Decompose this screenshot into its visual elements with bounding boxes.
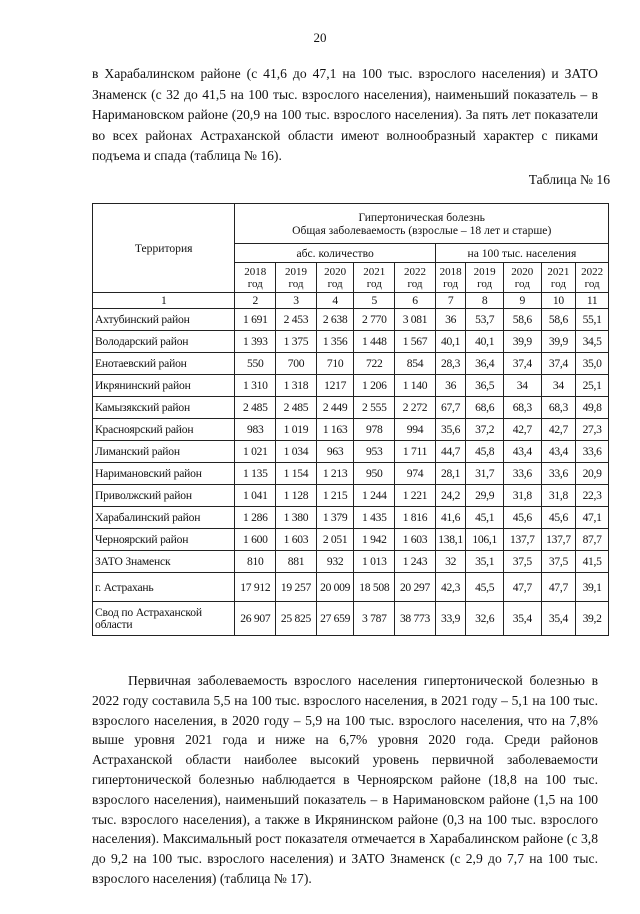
table-row (93, 375, 609, 397)
year-unit: год (477, 277, 493, 290)
rate-value-cell: 29,9 (466, 485, 504, 507)
column-index-cell: 1 (93, 293, 235, 309)
territory-cell: Володарский район (93, 331, 235, 353)
abs-value-cell: 1 603 (395, 529, 436, 551)
abs-value-cell: 1 041 (235, 485, 276, 507)
rate-value-cell: 22,3 (576, 485, 609, 507)
year-value: 2018 (244, 265, 267, 278)
abs-value-cell: 700 (276, 353, 317, 375)
abs-value-cell: 932 (316, 551, 354, 573)
territory-cell: Харабалинский район (93, 507, 235, 529)
rate-value-cell: 45,5 (466, 573, 504, 602)
abs-value-cell: 1 215 (316, 485, 354, 507)
abs-value-cell: 1 243 (395, 551, 436, 573)
year-value: 2021 (547, 265, 570, 278)
rate-value-cell: 25,1 (576, 375, 609, 397)
year-header-cell (276, 263, 317, 293)
table-row (93, 485, 609, 507)
rate-value-cell: 24,2 (435, 485, 466, 507)
table-row (93, 419, 609, 441)
abs-value-cell: 1 310 (235, 375, 276, 397)
year-value: 2020 (324, 265, 347, 278)
rate-value-cell: 33,6 (541, 463, 576, 485)
rate-value-cell: 35,1 (466, 551, 504, 573)
disease-header-line1: Гипертоническая болезнь (358, 210, 485, 224)
column-index-cell: 5 (354, 293, 395, 309)
abs-value-cell: 1 128 (276, 485, 317, 507)
rate-value-cell: 35,4 (541, 602, 576, 636)
table-row (93, 529, 609, 551)
abs-value-cell: 983 (235, 419, 276, 441)
year-header-cell (503, 263, 541, 293)
rate-value-cell: 31,7 (466, 463, 504, 485)
abs-value-cell: 810 (235, 551, 276, 573)
abs-value-cell: 550 (235, 353, 276, 375)
abs-value-cell: 2 485 (276, 397, 317, 419)
abs-count-header: абс. количество (235, 244, 435, 263)
rate-value-cell: 37,5 (541, 551, 576, 573)
rate-value-cell: 45,6 (503, 507, 541, 529)
rate-value-cell: 27,3 (576, 419, 609, 441)
rate-value-cell: 41,6 (435, 507, 466, 529)
abs-value-cell: 1 244 (354, 485, 395, 507)
year-header-cell (395, 263, 436, 293)
abs-value-cell: 2 051 (316, 529, 354, 551)
table-row (93, 573, 609, 602)
year-unit: год (514, 277, 530, 290)
column-index-cell: 2 (235, 293, 276, 309)
year-value: 2018 (439, 265, 462, 278)
table-caption: Таблица № 16 (528, 172, 610, 187)
abs-value-cell: 994 (395, 419, 436, 441)
rate-value-cell: 67,7 (435, 397, 466, 419)
rate-value-cell: 137,7 (503, 529, 541, 551)
rate-value-cell: 39,1 (576, 573, 609, 602)
column-index-cell: 7 (435, 293, 466, 309)
rate-value-cell: 45,6 (541, 507, 576, 529)
abs-value-cell: 1 034 (276, 441, 317, 463)
abs-value-cell: 1217 (316, 375, 354, 397)
abs-value-cell: 20 297 (395, 573, 436, 602)
territory-cell: Икрянинский район (93, 375, 235, 397)
abs-value-cell: 950 (354, 463, 395, 485)
rate-value-cell: 39,9 (541, 331, 576, 353)
abs-value-cell: 1 356 (316, 331, 354, 353)
rate-value-cell: 31,8 (541, 485, 576, 507)
rate-value-cell: 28,1 (435, 463, 466, 485)
abs-value-cell: 1 013 (354, 551, 395, 573)
abs-value-cell: 3 787 (354, 602, 395, 636)
abs-value-cell: 19 257 (276, 573, 317, 602)
rate-value-cell: 36,4 (466, 353, 504, 375)
abs-value-cell: 2 770 (354, 309, 395, 331)
column-index-cell: 3 (276, 293, 317, 309)
year-header-cell (354, 263, 395, 293)
abs-value-cell: 1 816 (395, 507, 436, 529)
abs-value-cell: 1 942 (354, 529, 395, 551)
rate-value-cell: 106,1 (466, 529, 504, 551)
rate-value-cell: 47,7 (541, 573, 576, 602)
abs-value-cell: 1 448 (354, 331, 395, 353)
rate-value-cell: 87,7 (576, 529, 609, 551)
abs-value-cell: 1 379 (316, 507, 354, 529)
rate-value-cell: 42,7 (503, 419, 541, 441)
rate-value-cell: 33,6 (503, 463, 541, 485)
year-unit: год (443, 277, 459, 290)
abs-value-cell: 1 691 (235, 309, 276, 331)
year-unit: год (584, 277, 600, 290)
abs-value-cell: 3 081 (395, 309, 436, 331)
abs-value-cell: 1 567 (395, 331, 436, 353)
abs-value-cell: 1 380 (276, 507, 317, 529)
rate-value-cell: 28,3 (435, 353, 466, 375)
rate-value-cell: 41,5 (576, 551, 609, 573)
column-index-row (93, 293, 609, 309)
abs-value-cell: 1 163 (316, 419, 354, 441)
abs-value-cell: 26 907 (235, 602, 276, 636)
abs-value-cell: 1 711 (395, 441, 436, 463)
year-value: 2022 (581, 265, 604, 278)
rate-value-cell: 32,6 (466, 602, 504, 636)
table-row (93, 602, 609, 636)
rate-value-cell: 39,9 (503, 331, 541, 353)
rate-value-cell: 32 (435, 551, 466, 573)
column-index-cell: 8 (466, 293, 504, 309)
abs-value-cell: 1 375 (276, 331, 317, 353)
rate-value-cell: 68,6 (466, 397, 504, 419)
territory-cell: Приволжский район (93, 485, 235, 507)
abs-value-cell: 18 508 (354, 573, 395, 602)
abs-value-cell: 1 286 (235, 507, 276, 529)
rate-value-cell: 137,7 (541, 529, 576, 551)
rate-value-cell: 45,8 (466, 441, 504, 463)
year-unit: год (366, 277, 382, 290)
territory-cell: ЗАТО Знаменск (93, 551, 235, 573)
abs-value-cell: 1 435 (354, 507, 395, 529)
rate-value-cell: 42,3 (435, 573, 466, 602)
rate-value-cell: 47,1 (576, 507, 609, 529)
territory-cell: Енотаевский район (93, 353, 235, 375)
table-row (93, 441, 609, 463)
hypertension-table (92, 203, 609, 636)
rate-value-cell: 36,5 (466, 375, 504, 397)
year-unit: год (327, 277, 343, 290)
rate-value-cell: 55,1 (576, 309, 609, 331)
rate-value-cell: 37,4 (541, 353, 576, 375)
rate-value-cell: 43,4 (541, 441, 576, 463)
table-row (93, 331, 609, 353)
disease-header-line2: Общая заболеваемость (взрослые – 18 лет и старше) (292, 223, 552, 237)
per100k-header: на 100 тыс. населения (435, 244, 608, 263)
rate-value-cell: 68,3 (541, 397, 576, 419)
rate-value-cell: 58,6 (541, 309, 576, 331)
rate-value-cell: 31,8 (503, 485, 541, 507)
column-index-cell: 11 (576, 293, 609, 309)
rate-value-cell: 35,6 (435, 419, 466, 441)
territory-cell: Свод по Астраханской области (93, 602, 235, 636)
rate-value-cell: 39,2 (576, 602, 609, 636)
abs-value-cell: 1 600 (235, 529, 276, 551)
rate-value-cell: 40,1 (466, 331, 504, 353)
rate-value-cell: 47,7 (503, 573, 541, 602)
abs-value-cell: 978 (354, 419, 395, 441)
year-value: 2022 (403, 265, 426, 278)
abs-value-cell: 2 449 (316, 397, 354, 419)
column-index-cell: 9 (503, 293, 541, 309)
year-header-cell (466, 263, 504, 293)
rate-value-cell: 138,1 (435, 529, 466, 551)
territory-cell: Черноярский район (93, 529, 235, 551)
year-header-cell (435, 263, 466, 293)
abs-value-cell: 17 912 (235, 573, 276, 602)
year-header-cell (316, 263, 354, 293)
rate-value-cell: 42,7 (541, 419, 576, 441)
year-unit: год (550, 277, 566, 290)
intro-paragraph: в Харабалинском районе (с 41,6 до 47,1 на 100 тыс. взрослого населения) и ЗАТО Знаменск (с 32 до 41,5 на 100 тыс. взрослого населения), наименьший показатель – в Наримановском районе (20,9 на 100 тыс. взрослого населения). За пять лет показатели во всех районах Астраханской области имеют волнообразный характер с пиками подъема и спада (таблица № 16). (92, 66, 598, 163)
table-row (93, 309, 609, 331)
abs-value-cell: 2 485 (235, 397, 276, 419)
year-header-cell (235, 263, 276, 293)
rate-value-cell: 58,6 (503, 309, 541, 331)
territory-cell: Камызякский район (93, 397, 235, 419)
territory-cell: г. Астрахань (93, 573, 235, 602)
abs-value-cell: 1 140 (395, 375, 436, 397)
abs-value-cell: 2 638 (316, 309, 354, 331)
rate-value-cell: 36 (435, 309, 466, 331)
territory-cell: Красноярский район (93, 419, 235, 441)
abs-value-cell: 974 (395, 463, 436, 485)
abs-value-cell: 1 221 (395, 485, 436, 507)
abs-value-cell: 2 555 (354, 397, 395, 419)
rate-value-cell: 37,5 (503, 551, 541, 573)
territory-cell: Лиманский район (93, 441, 235, 463)
year-value: 2021 (363, 265, 386, 278)
column-index-cell: 6 (395, 293, 436, 309)
rate-value-cell: 20,9 (576, 463, 609, 485)
abs-value-cell: 854 (395, 353, 436, 375)
abs-value-cell: 953 (354, 441, 395, 463)
rate-value-cell: 49,8 (576, 397, 609, 419)
abs-value-cell: 1 021 (235, 441, 276, 463)
table-row (93, 463, 609, 485)
year-value: 2019 (473, 265, 496, 278)
abs-value-cell: 2 272 (395, 397, 436, 419)
closing-paragraph: Первичная заболеваемость взрослого населения гипертонической болезнью в 2022 году составила 5,5 на 100 тыс. взрослого населения, в 2021 году – 5,1 на 100 тыс. взрослого населения, в 2020 году – 5,9 на 100 тыс. взрослого населения, что на 7,8% выше уровня 2021 года и ниже на 6,7% уровня 2020 года. Среди районов Астраханской области наиболее высокий уровень первичной заболеваемости гипертонической болезнью наблюдается в Черноярском районе (18,8 на 100 тыс. взрослого населения), наименьший показатель – в Наримановском районе (1,5 на 100 тыс. взрослого населения), а также в Икрянинском районе (0,3 на 100 тыс. взрослого населения). Максимальный рост показателя отмечается в Харабалинском районе (с 3,8 до 9,2 на 100 тыс. взрослого населения) и ЗАТО Знаменск (с 2,9 до 7,7 на 100 тыс. взрослого населения) (таблица № 17). (92, 673, 598, 886)
rate-value-cell: 34,5 (576, 331, 609, 353)
abs-value-cell: 1 603 (276, 529, 317, 551)
rate-value-cell: 35,0 (576, 353, 609, 375)
abs-value-cell: 1 206 (354, 375, 395, 397)
abs-value-cell: 963 (316, 441, 354, 463)
rate-value-cell: 33,6 (576, 441, 609, 463)
year-header-cell (541, 263, 576, 293)
rate-value-cell: 44,7 (435, 441, 466, 463)
abs-value-cell: 1 318 (276, 375, 317, 397)
column-index-cell: 4 (316, 293, 354, 309)
abs-value-cell: 1 393 (235, 331, 276, 353)
territory-header: Территория (93, 204, 235, 293)
year-value: 2019 (284, 265, 307, 278)
territory-cell: Ахтубинский район (93, 309, 235, 331)
table-row (93, 551, 609, 573)
table-row (93, 353, 609, 375)
territory-cell: Наримановский район (93, 463, 235, 485)
year-unit: год (247, 277, 263, 290)
table-body (93, 309, 609, 636)
rate-value-cell: 37,4 (503, 353, 541, 375)
disease-header (235, 204, 609, 244)
abs-value-cell: 722 (354, 353, 395, 375)
column-index-cell: 10 (541, 293, 576, 309)
rate-value-cell: 43,4 (503, 441, 541, 463)
abs-value-cell: 1 019 (276, 419, 317, 441)
table-row (93, 507, 609, 529)
rate-value-cell: 34 (541, 375, 576, 397)
table-row (93, 397, 609, 419)
year-header-cell (576, 263, 609, 293)
rate-value-cell: 45,1 (466, 507, 504, 529)
abs-value-cell: 1 135 (235, 463, 276, 485)
rate-value-cell: 68,3 (503, 397, 541, 419)
year-unit: год (407, 277, 423, 290)
abs-value-cell: 2 453 (276, 309, 317, 331)
abs-value-cell: 710 (316, 353, 354, 375)
rate-value-cell: 36 (435, 375, 466, 397)
abs-value-cell: 20 009 (316, 573, 354, 602)
rate-value-cell: 37,2 (466, 419, 504, 441)
abs-value-cell: 881 (276, 551, 317, 573)
page-number: 20 (313, 30, 327, 45)
abs-value-cell: 27 659 (316, 602, 354, 636)
rate-value-cell: 34 (503, 375, 541, 397)
rate-value-cell: 40,1 (435, 331, 466, 353)
rate-value-cell: 35,4 (503, 602, 541, 636)
rate-value-cell: 33,9 (435, 602, 466, 636)
rate-value-cell: 53,7 (466, 309, 504, 331)
abs-value-cell: 1 213 (316, 463, 354, 485)
year-value: 2020 (511, 265, 534, 278)
abs-value-cell: 1 154 (276, 463, 317, 485)
abs-value-cell: 38 773 (395, 602, 436, 636)
abs-value-cell: 25 825 (276, 602, 317, 636)
year-unit: год (288, 277, 304, 290)
